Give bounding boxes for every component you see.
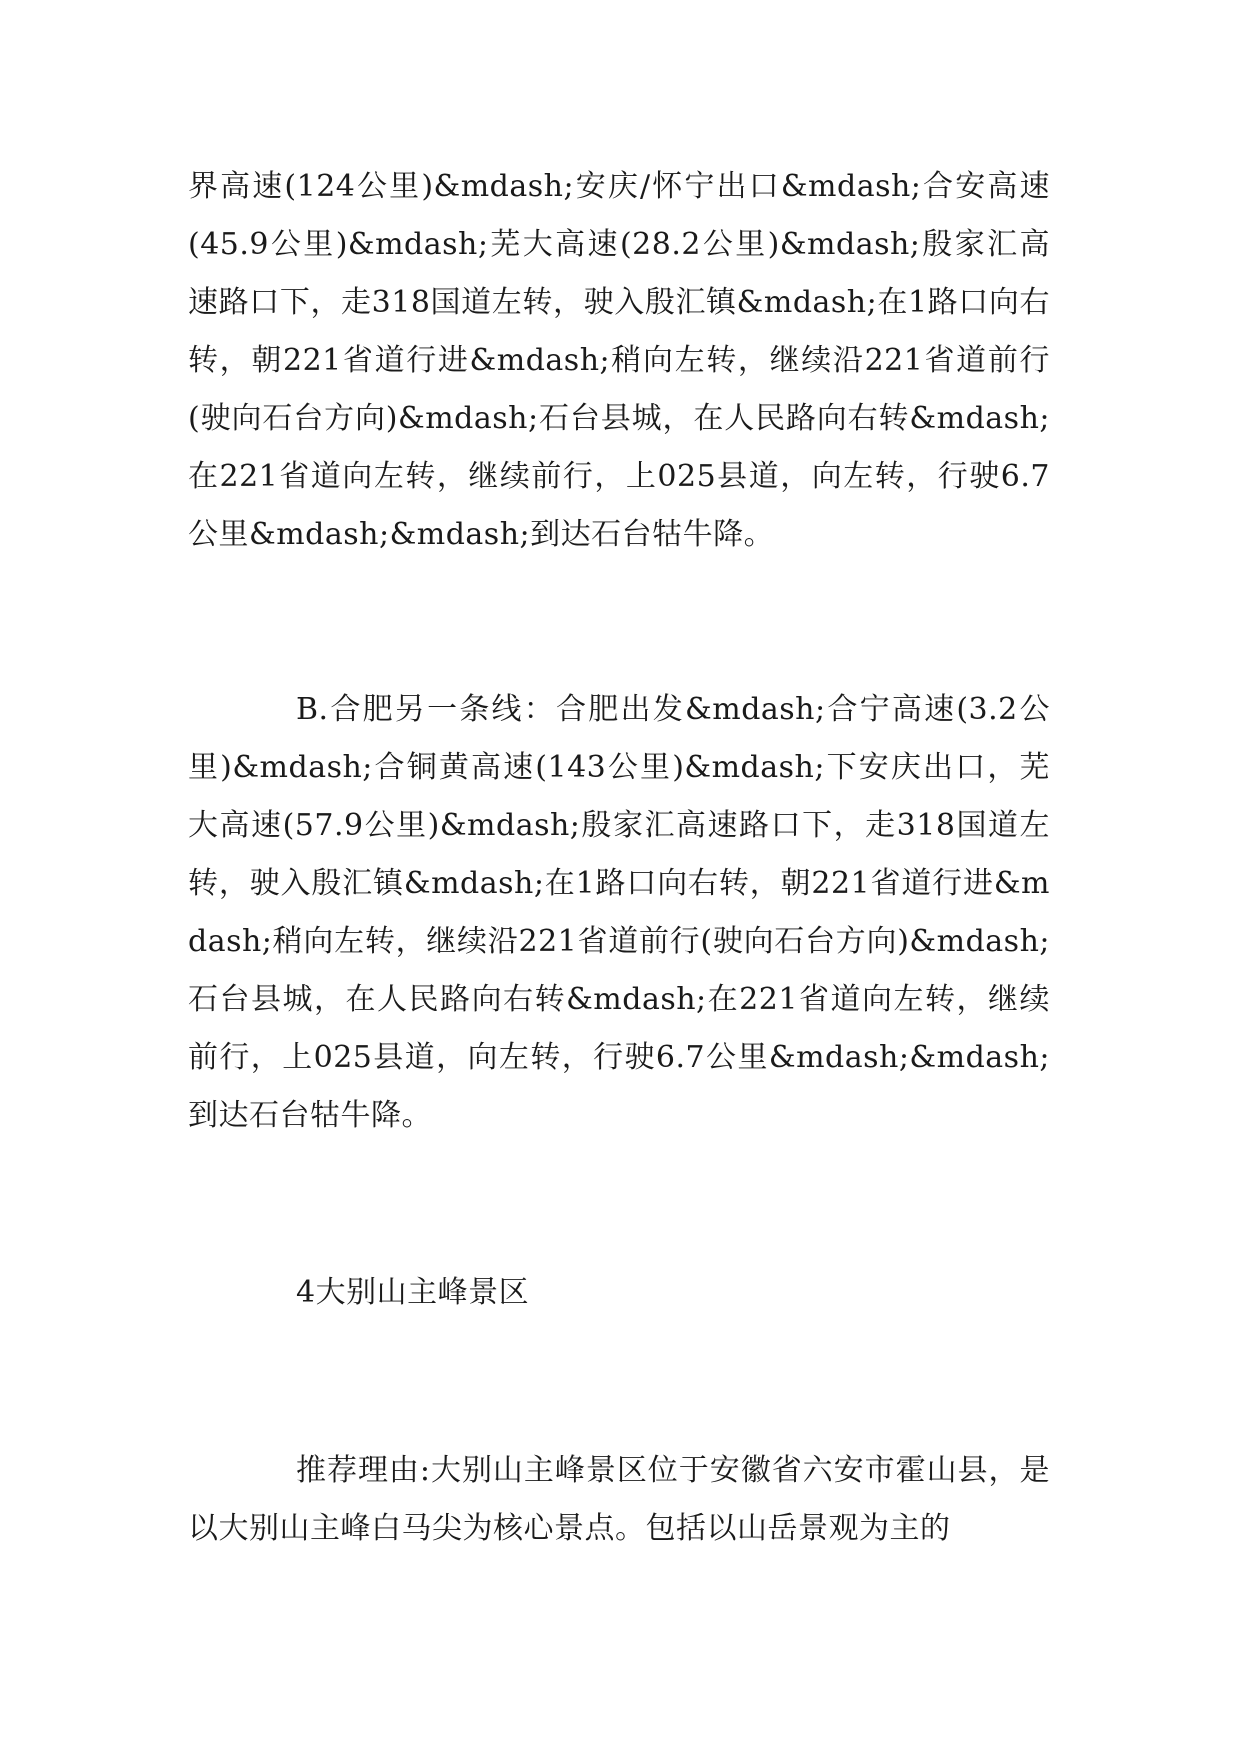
- route-b-paragraph: B.合肥另一条线：合肥出发&mdash;合宁高速(3.2公里)&mdash;合铜黄高速(143公里)&mdash;下安庆出口，芜大高速(57.9公里)&mdash;殷家汇高速路口下，走318国道左转，驶入殷汇镇&mdash;在1路口向右转，朝221省道行进&mdash;稍向左转，继续沿221省道前行(驶向石台方向)&mdash;石台县城，在人民路向右转&mdash;在221省道向左转，继续前行，上025县道，向左转，行驶6.7公里&mdash;&mdash;到达石台牯牛降。: [188, 692, 1050, 1133]
- recommend-reason-paragraph: 推荐理由:大别山主峰景区位于安徽省六安市霍山县，是以大别山主峰白马尖为核心景点。包括以山岳景观为主的: [188, 1453, 1050, 1546]
- section-heading: 4大别山主峰景区: [296, 1275, 530, 1310]
- route-a-paragraph: 界高速(124公里)&mdash;安庆/怀宁出口&mdash;合安高速(45.9公里)&mdash;芜大高速(28.2公里)&mdash;殷家汇高速路口下，走318国道左转，驶入殷汇镇&mdash;在1路口向右转，朝221省道行进&mdash;稍向左转，继续沿221省道前行(驶向石台方向)&mdash;石台县城，在人民路向右转&mdash;在221省道向左转，继续前行，上025县道，向左转，行驶6.7公里&mdash;&mdash;到达石台牯牛降。: [188, 169, 1050, 552]
